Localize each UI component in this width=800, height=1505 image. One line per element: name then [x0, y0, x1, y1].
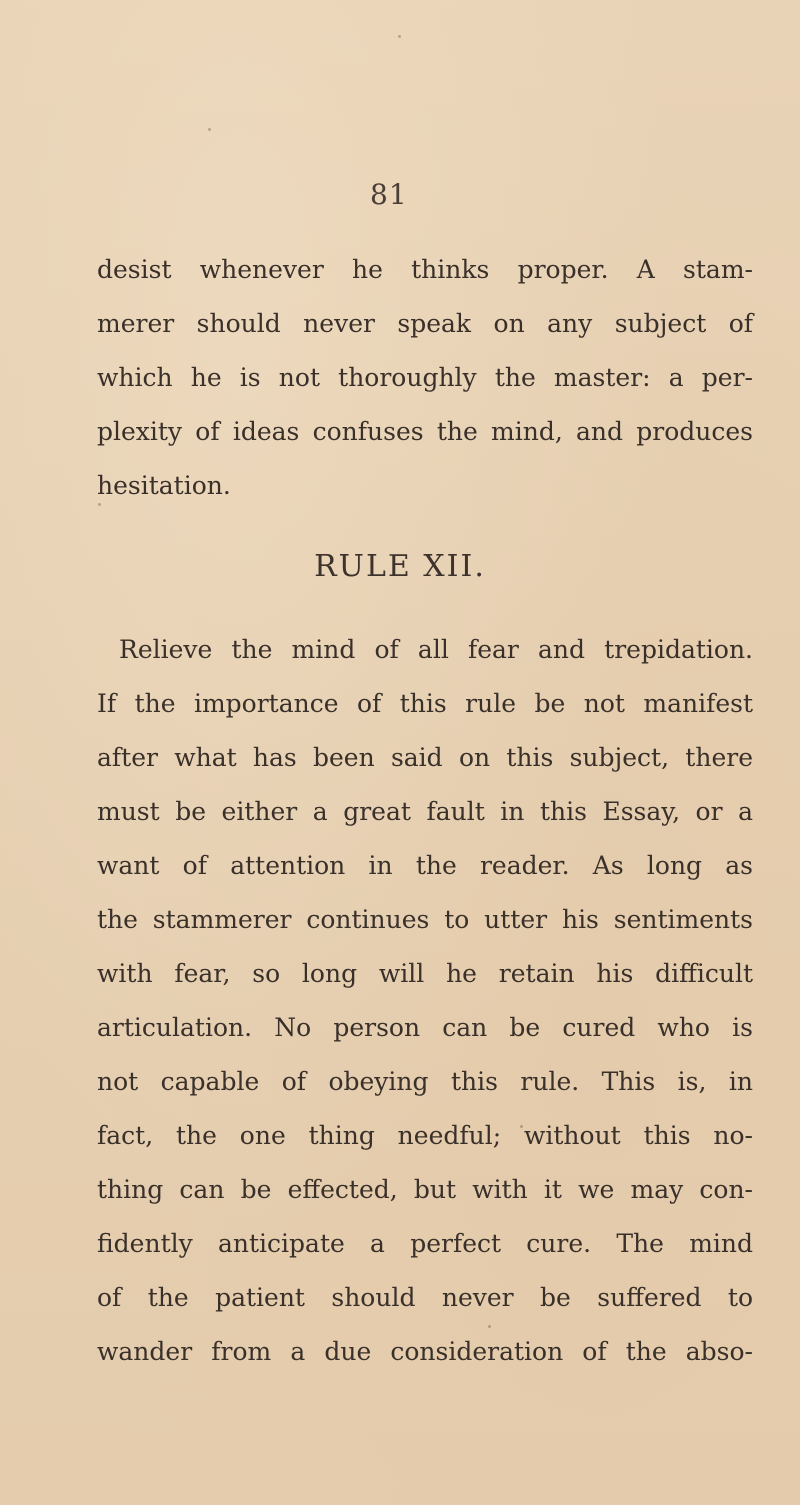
text-line: merer should never speak on any subject of: [97, 309, 753, 338]
rule-heading: RULE XII.: [314, 549, 486, 584]
text-line: fidently anticipate a perfect cure. The mind: [97, 1229, 753, 1258]
paragraph-2: [97, 623, 753, 1379]
paper-speck: [398, 35, 401, 38]
text-line: articulation. No person can be cured who is: [97, 1013, 753, 1042]
text-line: which he is not thoroughly the master: a per-: [97, 363, 753, 392]
paper-speck: [488, 1325, 491, 1328]
text-line: desist whenever he thinks proper. A stam-: [97, 255, 753, 284]
text-line: thing can be effected, but with it we may con-: [97, 1175, 753, 1204]
paragraph-1: [97, 243, 753, 513]
text-line: with fear, so long will he retain his difficult: [97, 959, 753, 988]
text-line: wander from a due consideration of the abso-: [97, 1337, 753, 1366]
text-line: must be either a great fault in this Essay, or a: [97, 797, 753, 826]
text-line: plexity of ideas confuses the mind, and produces: [97, 417, 753, 446]
text-line: hesitation.: [97, 471, 231, 500]
text-line: the stammerer continues to utter his sentiments: [97, 905, 753, 934]
text-line: Relieve the mind of all fear and trepidation.: [119, 635, 753, 664]
text-line: after what has been said on this subject, there: [97, 743, 753, 772]
page-number: 81: [370, 178, 408, 211]
paper-speck: [98, 503, 101, 506]
text-line: not capable of obeying this rule. This is, in: [97, 1067, 753, 1096]
text-line: of the patient should never be suffered to: [97, 1283, 753, 1312]
text-line: If the importance of this rule be not manifest: [97, 689, 753, 718]
paper-speck: [520, 1125, 523, 1128]
text-line: fact, the one thing needful; without this no-: [97, 1121, 753, 1150]
paper-speck: [208, 128, 211, 131]
text-line: want of attention in the reader. As long as: [97, 851, 753, 880]
